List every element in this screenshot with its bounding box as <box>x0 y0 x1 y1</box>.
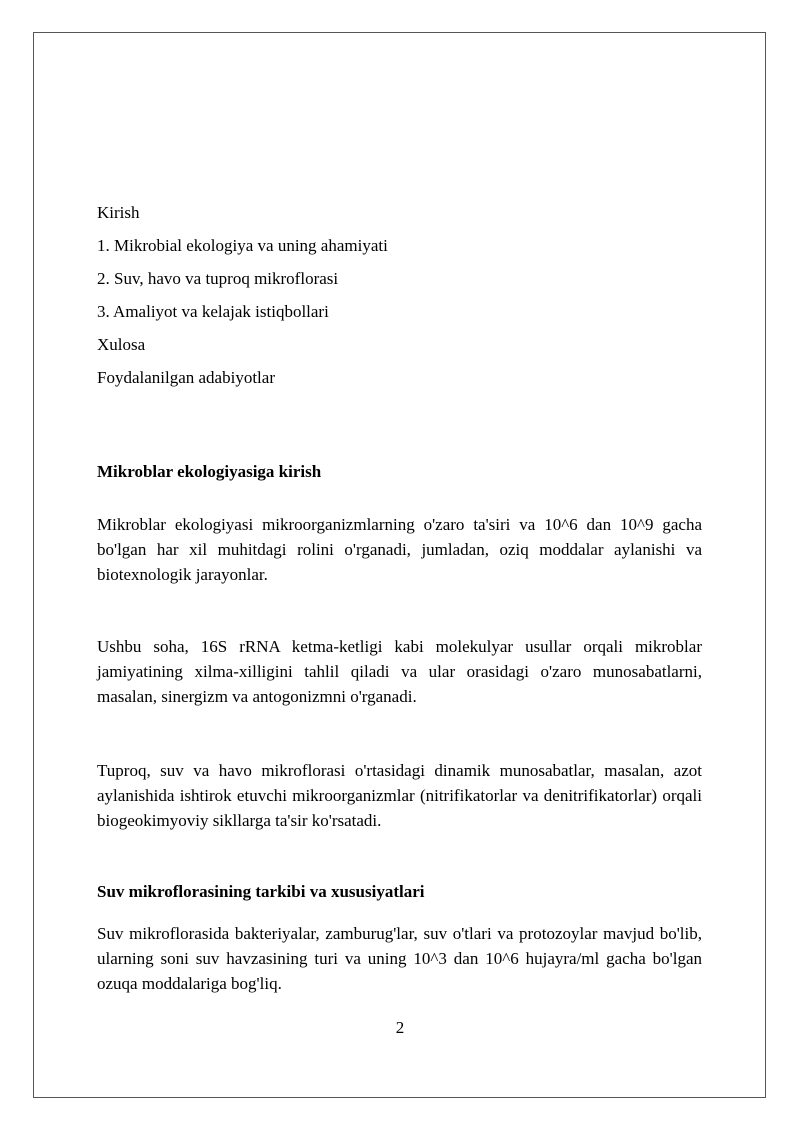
paragraph: Tuproq, suv va havo mikroflorasi o'rtasidagi dinamik munosabatlar, masalan, azot aylanishida ishtirok etuvchi mikroorganizmlar (nitrifikatorlar va denitrifikatorlar) orqali biogeokimyoviy sikllarga ta'sir ko'rsatadi. <box>97 761 702 830</box>
paragraph: Ushbu soha, 16S rRNA ketma-ketligi kabi molekulyar usullar orqali mikroblar jamiyatining xilma-xilligini tahlil qiladi va ular orasidagi o'zaro munosabatlarni, masalan, sinergizm va antogonizmni o'rganadi. <box>97 637 702 706</box>
page-number: 2 <box>395 1018 405 1037</box>
paragraph: Mikroblar ekologiyasi mikroorganizmlarning o'zaro ta'siri va 10^6 dan 10^9 gacha bo'lgan har xil muhitdagi rolini o'rganadi, jumladan, oziq moddalar aylanishi va biotexnologik jarayonlar. <box>97 515 702 584</box>
section-heading-microbial-ecology: Mikroblar ekologiyasiga kirish <box>97 462 322 481</box>
paragraph: Suv mikroflorasida bakteriyalar, zamburug'lar, suv o'tlari va protozoylar mavjud bo'lib, ularning soni suv havzasining turi va uning 10^3 dan 10^6 hujayra/ml gacha bo'lgan ozuqa moddalariga bog'liq. <box>97 924 702 993</box>
toc-item-3: 3. Amaliyot va kelajak istiqbollari <box>97 302 329 321</box>
table-of-contents <box>97 200 702 398</box>
toc-item-intro: Kirish <box>97 203 140 222</box>
toc-item-2: 2. Suv, havo va tuproq mikroflorasi <box>97 269 339 288</box>
toc-item-conclusion: Xulosa <box>97 335 146 354</box>
section-heading-water-microflora: Suv mikroflorasining tarkibi va xususiyatlari <box>97 882 425 901</box>
toc-item-1: 1. Mikrobial ekologiya va uning ahamiyati <box>97 236 388 255</box>
toc-item-references: Foydalanilgan adabiyotlar <box>97 368 275 387</box>
